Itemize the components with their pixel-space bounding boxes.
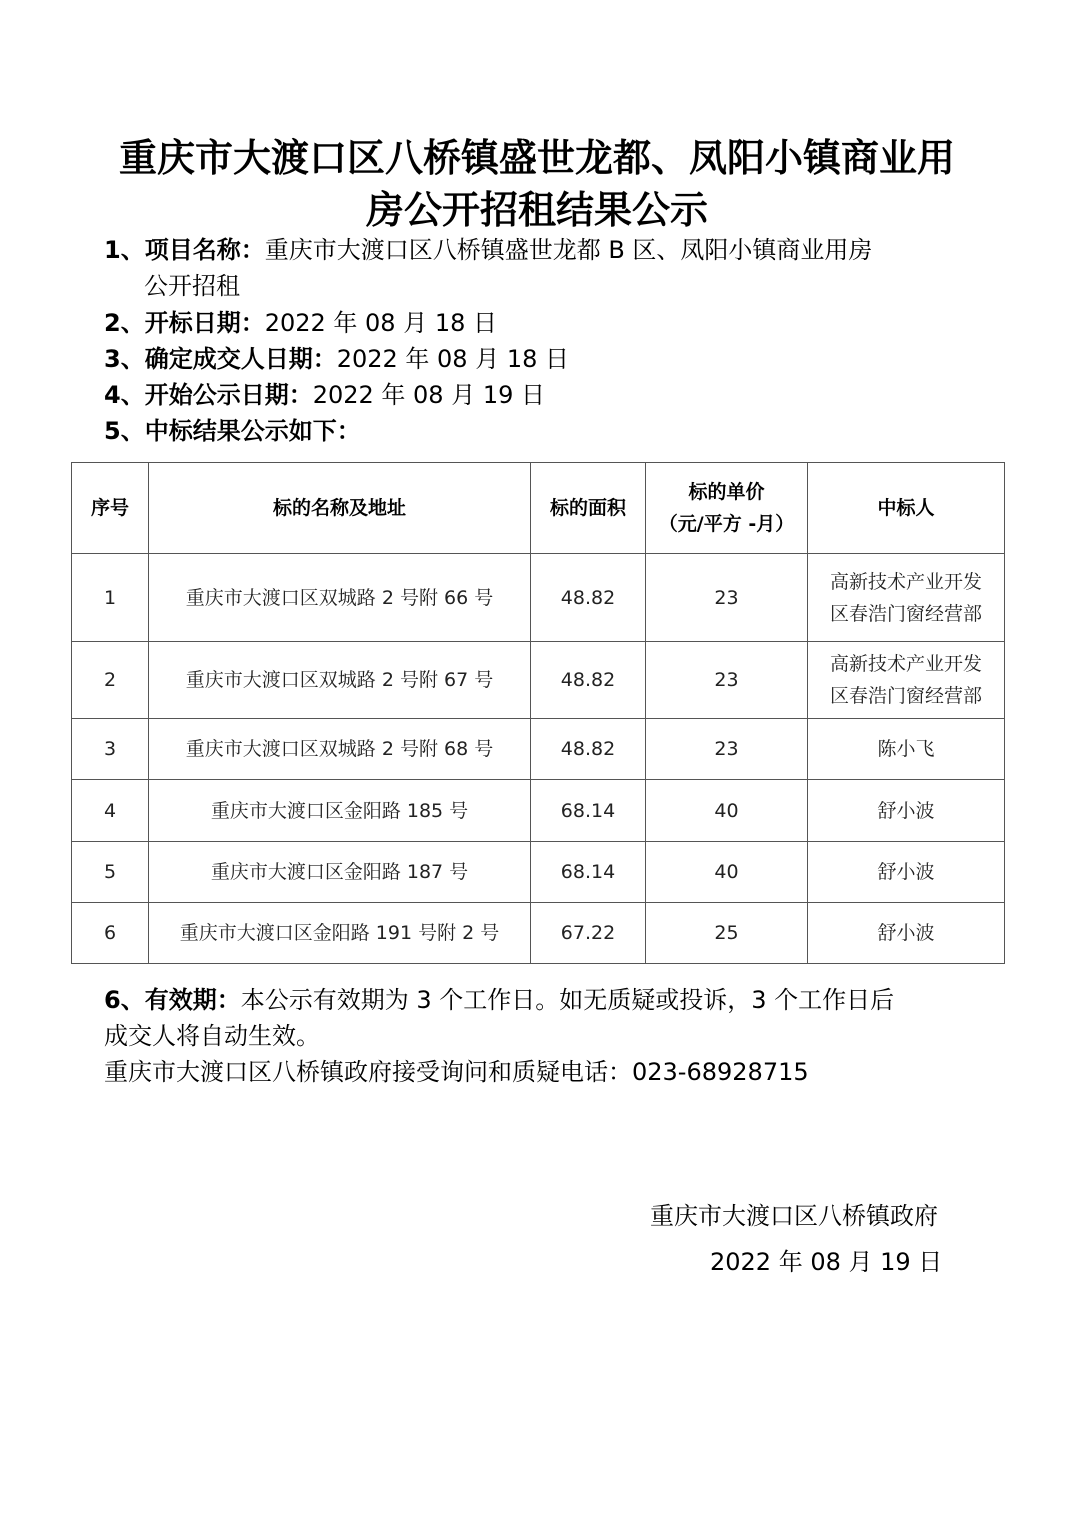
cell-name: 重庆市大渡口区金阳路 187 号	[149, 842, 531, 903]
cell-price: 23	[646, 719, 808, 780]
cell-winner-line-2: 区春浩门窗经营部	[829, 685, 982, 707]
publicity-date-label: 4、开始公示日期：	[104, 381, 313, 409]
cell-winner: 舒小波	[808, 780, 1005, 842]
cell-area: 48.82	[531, 642, 646, 719]
cell-name: 重庆市大渡口区双城路 2 号附 68 号	[149, 719, 531, 780]
cell-price: 23	[646, 554, 808, 642]
results-heading: 5、中标结果公示如下：	[104, 417, 361, 445]
open-date-value: 2022 年 08 月 18 日	[264, 309, 498, 337]
validity-text: 本公示有效期为 3 个工作日。如无质疑或投诉，3 个工作日后	[240, 986, 895, 1014]
header-no: 序号	[72, 463, 149, 554]
header-area: 标的面积	[531, 463, 646, 554]
open-date-label: 2、开标日期：	[104, 309, 265, 337]
cell-winner: 陈小飞	[808, 719, 1005, 780]
header-price	[646, 463, 808, 554]
confirm-date-item	[104, 341, 974, 377]
cell-name: 重庆市大渡口区双城路 2 号附 67 号	[149, 642, 531, 719]
header-price-line-1: 标的单价	[688, 481, 765, 503]
results-table	[71, 462, 1005, 964]
signature-date: 2022 年 08 月 19 日	[710, 1248, 943, 1276]
cell-winner-line-1: 高新技术产业开发	[829, 653, 982, 675]
project-name-label: 1、项目名称：	[104, 236, 265, 264]
document-title	[95, 132, 979, 236]
cell-winner: 舒小波	[808, 842, 1005, 903]
validity-text-cont: 成交人将自动生效。	[104, 1022, 320, 1050]
cell-area: 48.82	[531, 554, 646, 642]
project-name-text-cont: 公开招租	[144, 272, 240, 300]
cell-area: 67.22	[531, 903, 646, 964]
cell-price: 40	[646, 842, 808, 903]
contact-item	[104, 1054, 974, 1090]
project-name-text: 重庆市大渡口区八桥镇盛世龙都 B 区、凤阳小镇商业用房	[264, 236, 873, 264]
table-row	[72, 903, 1005, 964]
cell-no: 5	[72, 842, 149, 903]
signature-org: 重庆市大渡口区八桥镇政府	[650, 1202, 938, 1230]
table-row	[72, 554, 1005, 642]
cell-price: 23	[646, 642, 808, 719]
cell-name: 重庆市大渡口区双城路 2 号附 66 号	[149, 554, 531, 642]
cell-area: 68.14	[531, 842, 646, 903]
header-name: 标的名称及地址	[149, 463, 531, 554]
cell-name: 重庆市大渡口区金阳路 185 号	[149, 780, 531, 842]
table-row	[72, 642, 1005, 719]
cell-no: 4	[72, 780, 149, 842]
header-price-line-2: （元/平方 -月）	[658, 513, 795, 535]
cell-no: 2	[72, 642, 149, 719]
title-line-2: 房公开招租结果公示	[365, 188, 708, 232]
cell-area: 68.14	[531, 780, 646, 842]
cell-winner-line-1: 高新技术产业开发	[829, 570, 982, 593]
table-row	[72, 719, 1005, 780]
cell-price: 40	[646, 780, 808, 842]
cell-area: 48.82	[531, 719, 646, 780]
cell-no: 6	[72, 903, 149, 964]
title-line-1: 重庆市大渡口区八桥镇盛世龙都、凤阳小镇商业用	[118, 136, 955, 180]
project-name-item	[104, 232, 974, 304]
cell-no: 3	[72, 719, 149, 780]
contact-text: 重庆市大渡口区八桥镇政府接受询问和质疑电话：023-68928715	[104, 1058, 809, 1086]
header-winner: 中标人	[808, 463, 1005, 554]
cell-winner	[808, 554, 1005, 642]
cell-price: 25	[646, 903, 808, 964]
confirm-date-label: 3、确定成交人日期：	[104, 345, 337, 373]
publicity-date-item	[104, 377, 974, 413]
table-header-row	[72, 463, 1005, 554]
open-date-item	[104, 305, 974, 341]
cell-winner-line-2: 区春浩门窗经营部	[829, 602, 982, 625]
table-row	[72, 780, 1005, 842]
cell-winner: 舒小波	[808, 903, 1005, 964]
validity-item	[104, 982, 974, 1054]
validity-label: 6、有效期：	[104, 986, 241, 1014]
cell-winner	[808, 642, 1005, 719]
cell-no: 1	[72, 554, 149, 642]
cell-name: 重庆市大渡口区金阳路 191 号附 2 号	[149, 903, 531, 964]
confirm-date-value: 2022 年 08 月 18 日	[336, 345, 570, 373]
results-heading-item	[104, 413, 974, 449]
publicity-date-value: 2022 年 08 月 19 日	[312, 381, 546, 409]
table-row	[72, 842, 1005, 903]
